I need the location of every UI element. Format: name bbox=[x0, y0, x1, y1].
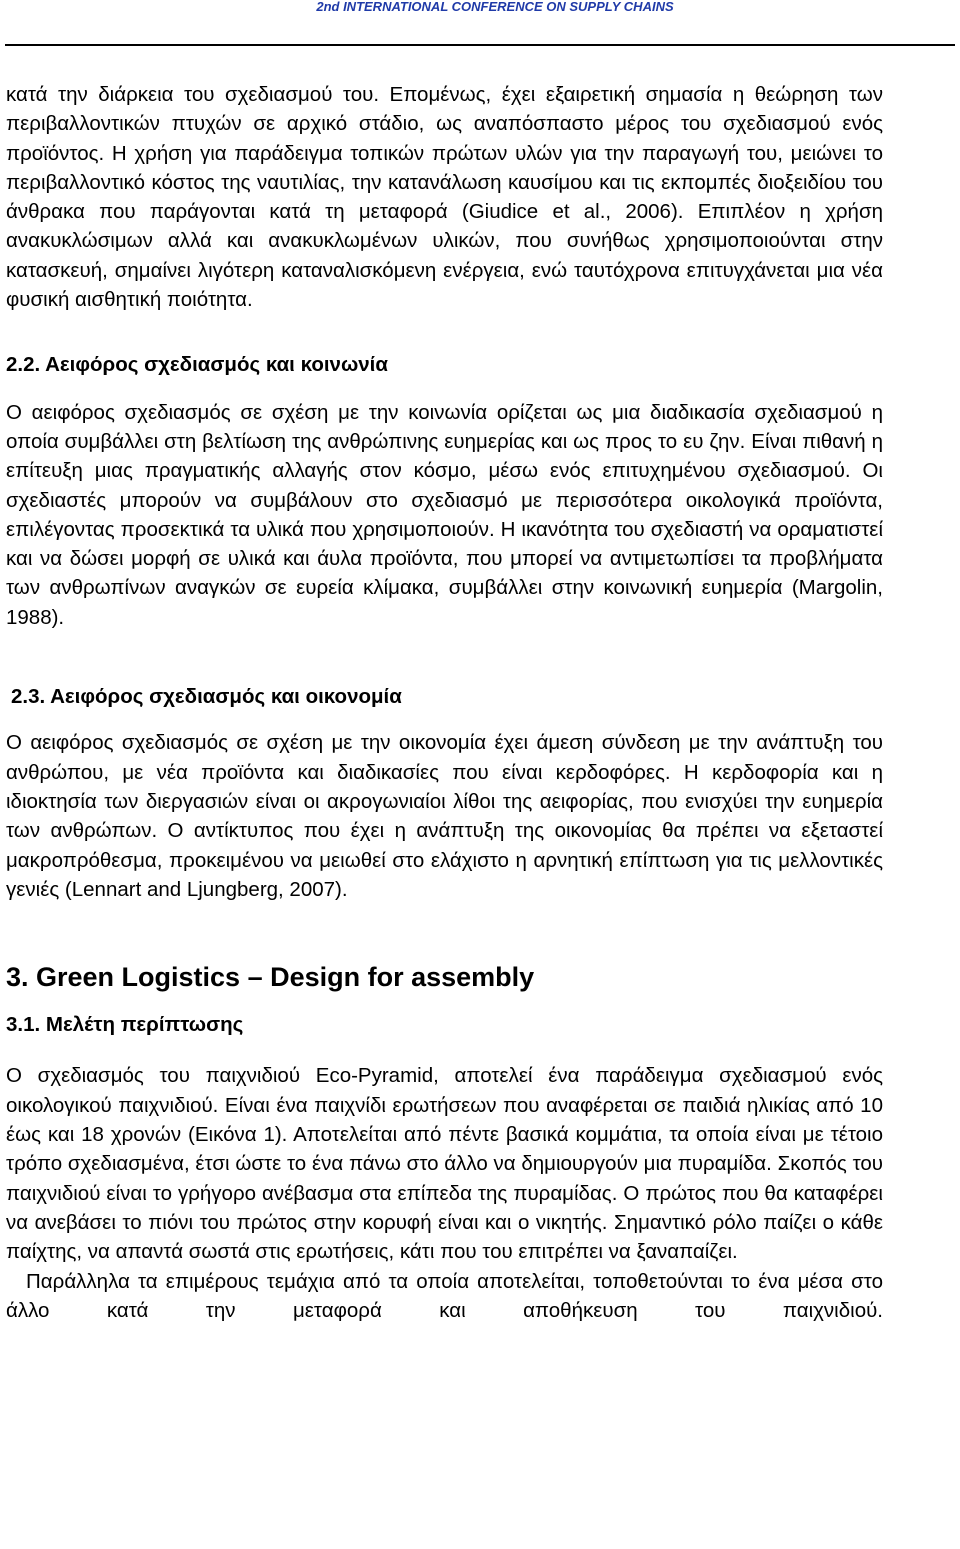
running-header: 2nd INTERNATIONAL CONFERENCE ON SUPPLY CHAINS bbox=[316, 0, 674, 14]
heading-section-3-1: 3.1. Μελέτη περίπτωσης bbox=[6, 1013, 244, 1037]
paragraph-section-2-2: Ο αειφόρος σχεδιασμός σε σχέση με την κοινωνία ορίζεται ως μια διαδικασία σχεδιασμού η οποία συμβάλλει στη βελτίωση της ανθρώπινης ευημερίας και ως προς το ευ ζην. Είναι πιθανή η επίτευξη μιας πραγματικής αλλαγής στον κόσμο, μέσω ενός επιτυχημένου σχεδιασμού. Οι σχεδιαστές μπορούν να συμβάλουν στο σχεδιασμό με περισσότερα οικολογικά προϊόντα, επιλέγοντας προσεκτικά τα υλικά που χρησιμοποιούν. Η ικανότητα του σχεδιαστή να οραματιστεί και να δώσει μορφή σε υλικά και άυλα προϊόντα, που μπορεί να αντιμετωπίσει τα προβλήματα των ανθρωπίνων αναγκών σε ευρεία κλίμακα, συμβάλλει στην κοινωνική ευημερία (Margolin, 1988). bbox=[6, 400, 883, 629]
header-rule bbox=[5, 44, 955, 46]
heading-section-2-3: 2.3. Αειφόρος σχεδιασμός και οικονομία bbox=[11, 685, 402, 709]
heading-section-3: 3. Green Logistics – Design for assembly bbox=[6, 962, 535, 993]
paragraph-section-3-1: Ο σχεδιασμός του παιχνιδιού Eco-Pyramid, αποτελεί ένα παράδειγμα σχεδιασμού ενός οικολογικού παιχνιδιού. Είναι ένα παιχνίδι ερωτήσεων που αναφέρεται σε παιδιά ηλικίας από 10 έως και 18 χρονών (Εικόνα 1). Αποτελείται από πέντε βασικά κομμάτια, τα οποία είναι με τέτοιο τρόπο σχεδιασμένα, έτσι ώστε το ένα πάνω στο άλλο να δημιουργούν μια πυραμίδα. Σκοπός του παιχνιδιού είναι το γρήγορο ανέβασμα στα επίπεδα της πυραμίδας. Ο πρώτος που θα καταφέρει να ανεβάσει το πιόνι του πρώτος στην κορυφή είναι και ο νικητής. Σημαντικό ρόλο παίζει ο κάθε παίχτης, να απαντά σωστά στις ερωτήσεις, κάτι που του επιτρέπει να ξαναπαίζει. bbox=[6, 1064, 883, 1264]
heading-section-2-2: 2.2. Αειφόρος σχεδιασμός και κοινωνία bbox=[6, 353, 388, 377]
intro-paragraph: κατά την διάρκεια του σχεδιασμού του. Επομένως, έχει εξαιρετική σημασία η θεώρηση των περιβαλλοντικών πτυχών σε αρχικό στάδιο, ως αναπόσπαστο μέρος του σχεδιασμού ενός προϊόντος. Η χρήση για παράδειγμα τοπικών πρώτων υλών για την παραγωγή του, μειώνει το περιβαλλοντικό κόστος της ναυτιλίας, την κατανάλωση καυσίμου και τις εκπομπές διοξειδίου του άνθρακα που παράγονται κατά τη μεταφορά (Giudice et al., 2006). Επιπλέον η χρήση ανακυκλώσιμων αλλά και ανακυκλωμένων υλικών, που συνήθως χρησιμοποιούνται στην κατασκευή, σημαίνει λιγότερη καταναλισκόμενη ενέργεια, ενώ ταυτόχρονα επιτυγχάνεται μια νέα φυσική αισθητική ποιότητα. bbox=[6, 83, 883, 312]
paragraph-section-3-1-continued: Παράλληλα τα επιμέρους τεμάχια από τα οποία αποτελείται, τοποθετούνται το ένα μέσα στο άλλο κατά την μεταφορά και αποθήκευση του παιχνιδιού. bbox=[6, 1269, 883, 1322]
page-content bbox=[6, 80, 883, 1354]
paragraph-section-2-3: Ο αειφόρος σχεδιασμός σε σχέση με την οικονομία έχει άμεση σύνδεση με την ανάπτυξη του ανθρώπου, με νέα προϊόντα και διαδικασίες που είναι κερδοφόρες. Η κερδοφορία και η ιδιοκτησία των διεργασιών είναι οι ακρογωνιαίοι λίθοι της αειφορίας, που ενισχύει την ευημερία των ανθρώπων. Ο αντίκτυπος που έχει η ανάπτυξη της οικονομίας θα πρέπει να εξεταστεί μακροπρόθεσμα, προκειμένου να μειωθεί στο ελάχιστο η αρνητική επίπτωση για τις μελλοντικές γενιές (Lennart and Ljungberg, 2007). bbox=[6, 731, 883, 901]
